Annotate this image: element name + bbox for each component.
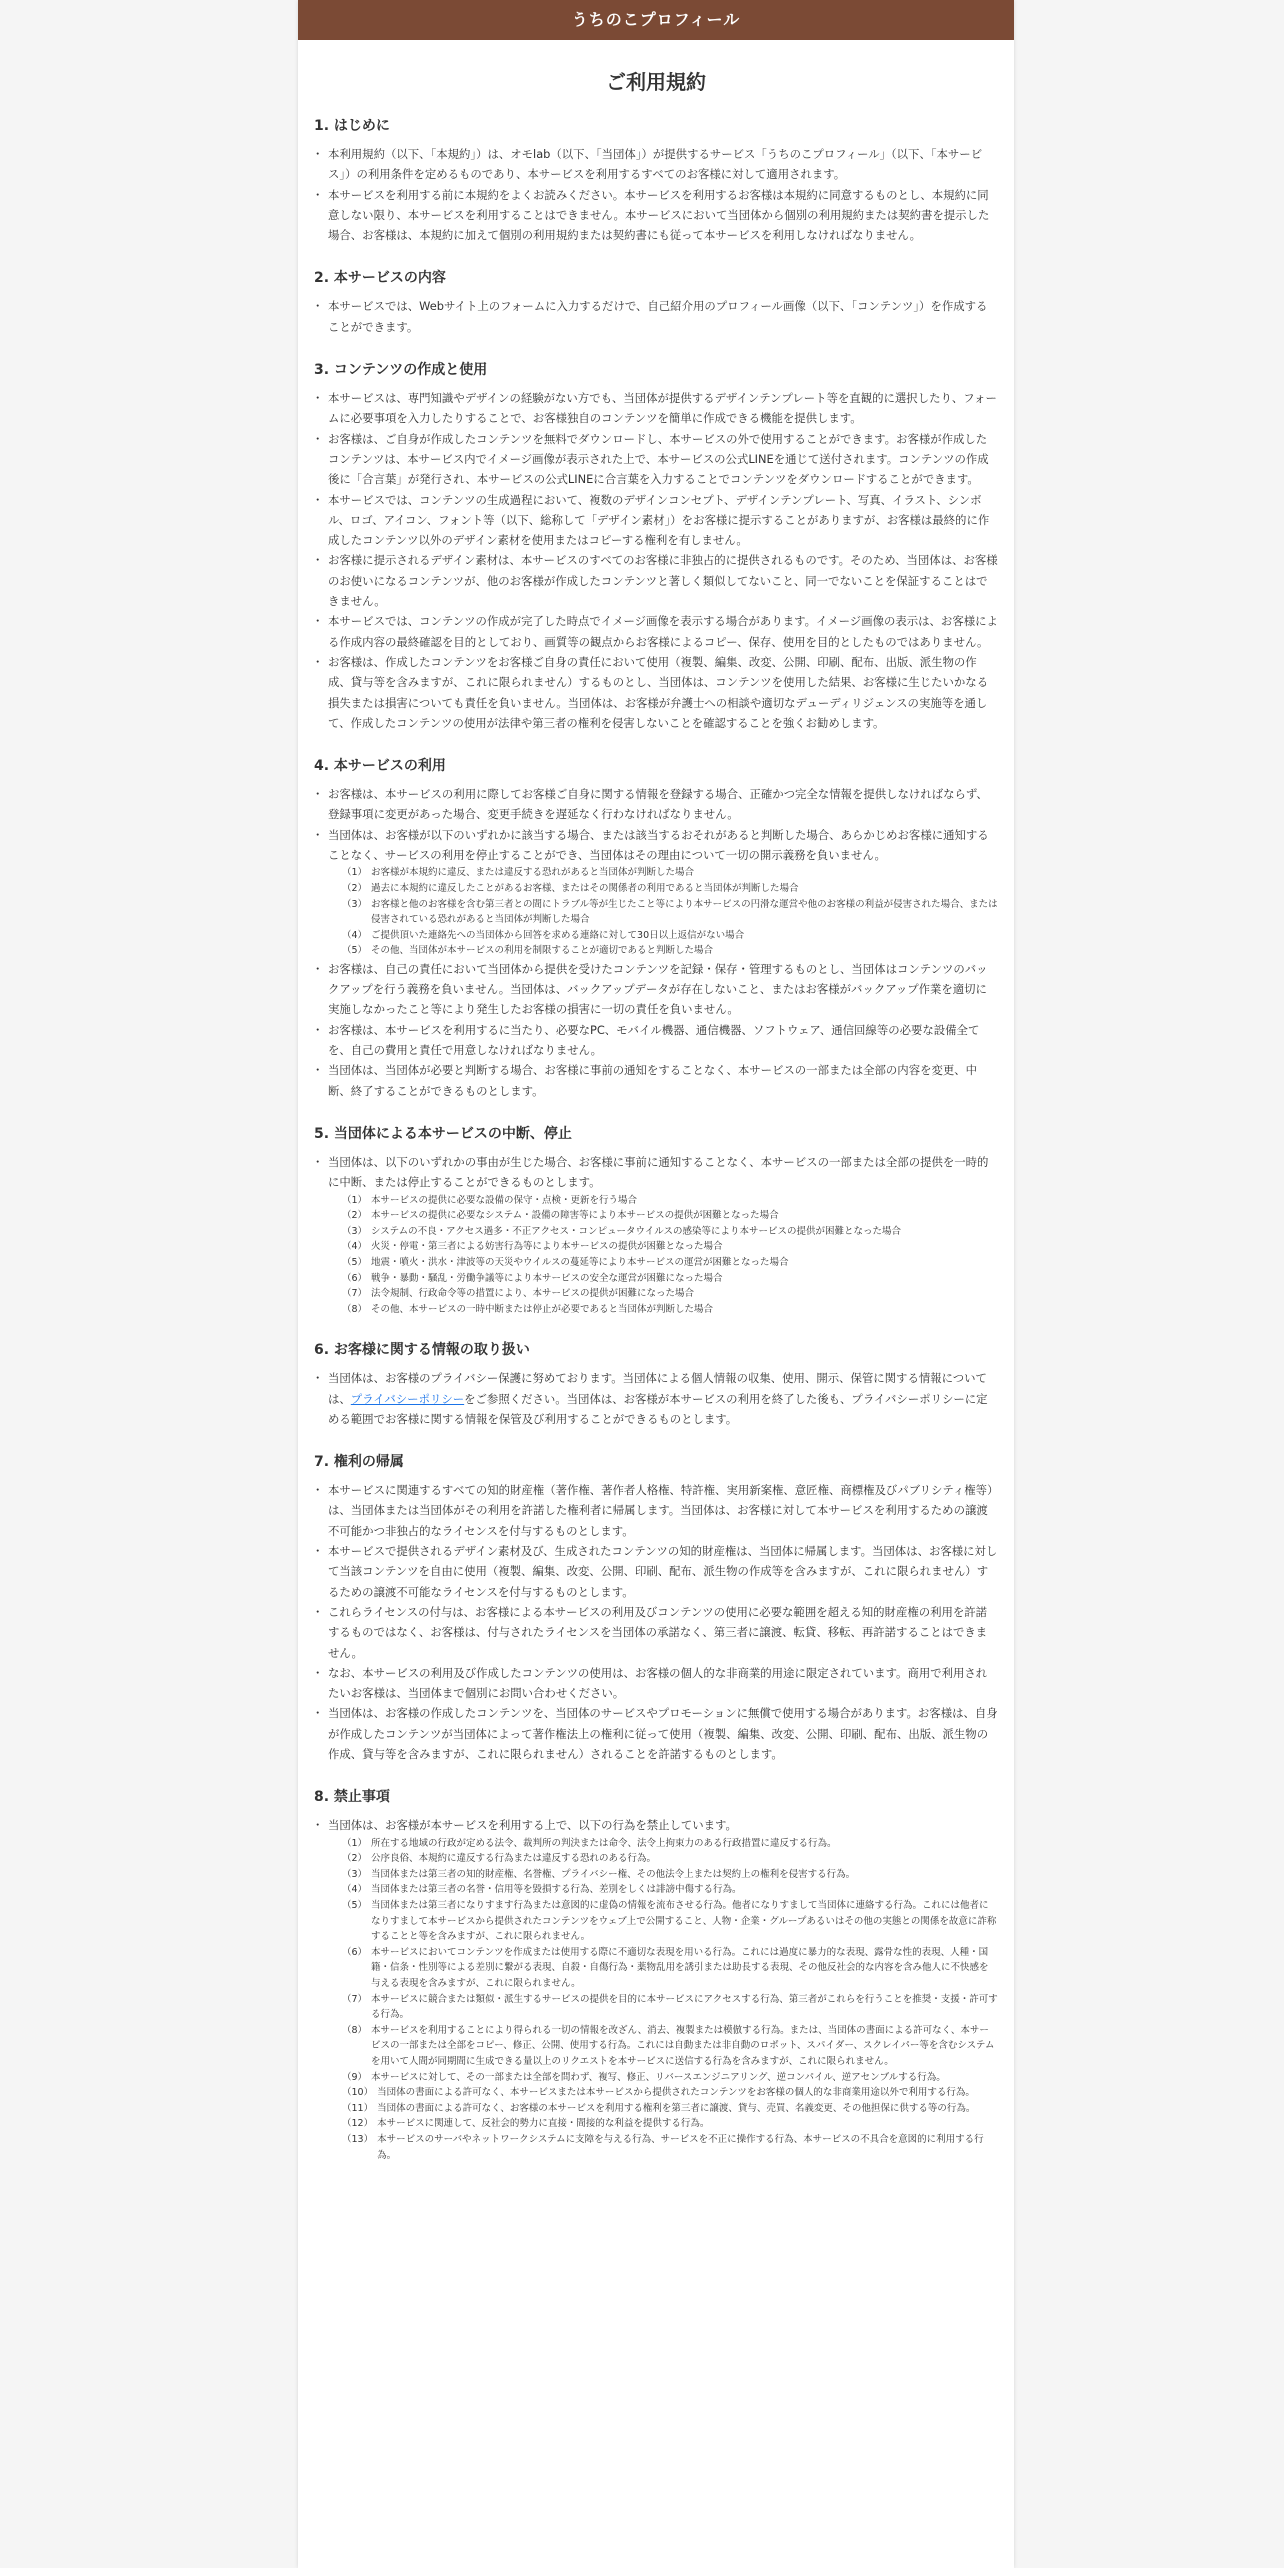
clause-list — [314, 388, 998, 733]
clause-text: 本サービスを利用する前に本規約をよくお読みください。本サービスを利用するお客様は本規約に同意するものとし、本規約に同意しない限り、本サービスを利用することはできません。本サービスにおいて当団体から個別の利用規約または契約書を提示した場合、お客様は、本規約に加えて個別の利用規約または契約書にも従って本サービスを利用しなければなりません。 — [328, 187, 990, 243]
clause-item — [314, 1602, 998, 1663]
clause-text: これらライセンスの付与は、お客様による本サービスの利用及びコンテンツの使用に必要な範囲を超える知的財産権の利用を許諾するものではなく、お客様は、付与されたライセンスを当団体の承諾なく、第三者に譲渡、転貸、移転、再許諾することはできません。 — [328, 1604, 988, 1660]
section-heading: 7. 権利の帰属 — [314, 1454, 404, 1471]
clause-item — [314, 1703, 998, 1764]
sub-clause-number: （5） — [342, 1900, 368, 1912]
sub-clause-text: ご提供頂いた連絡先への当団体から回答を求める連絡に対して30日以上返信がない場合 — [371, 929, 745, 941]
clause-item — [314, 611, 998, 652]
sub-clause-text: 本サービスの提供に必要なシステム・設備の障害等により本サービスの提供が困難となった場合 — [371, 1210, 779, 1222]
page-title: ご利用規約 — [606, 70, 706, 94]
clause-item — [314, 784, 998, 825]
sub-clause-number: （8） — [342, 2024, 368, 2036]
sub-clause-text: 火災・停電・第三者による妨害行為等により本サービスの提供が困難となった場合 — [371, 1241, 723, 1253]
sub-clause-text: 本サービスの提供に必要な設備の保守・点検・更新を行う場合 — [371, 1194, 638, 1206]
sub-clause-list — [328, 1193, 998, 1318]
sub-clause-text: 過去に本規約に違反したことがあるお客様、またはその関係者の利用であると当団体が判断した場合 — [371, 882, 799, 894]
clause-item — [314, 296, 998, 337]
clause-item — [314, 388, 998, 429]
sub-clause-item — [342, 865, 998, 881]
clause-list — [314, 1480, 998, 1764]
clause-list — [314, 296, 998, 337]
sub-clause-item — [342, 1882, 998, 1898]
terms-section — [314, 115, 998, 245]
terms-section — [314, 1123, 998, 1317]
sub-clause-number: （2） — [342, 882, 368, 894]
sub-clause-item — [342, 2070, 998, 2086]
clause-item — [314, 490, 998, 551]
sub-clause-number: （4） — [342, 929, 368, 941]
sub-clause-item — [342, 1945, 998, 1992]
clause-text: お客様は、本サービスの利用に際してお客様ご自身に関する情報を登録する場合、正確かつ完全な情報を提供しなければならず、登録事項に変更があった場合、変更手続きを遅延なく行わなければなりません。 — [328, 787, 988, 822]
sub-clause-number: （6） — [342, 1272, 368, 1284]
sub-clause-number: （8） — [342, 1303, 368, 1315]
sub-clause-number: （1） — [342, 867, 368, 879]
sub-clause-text: 当団体の書面による許可なく、本サービスまたは本サービスから提供されたコンテンツをお客様の個人的な非商業用途以外で利用する行為。 — [377, 2087, 975, 2099]
sub-clause-number: （3） — [342, 898, 368, 910]
clause-item — [314, 1480, 998, 1541]
section-heading: 1. はじめに — [314, 118, 390, 134]
clause-item — [314, 429, 998, 490]
sub-clause-item — [342, 1286, 998, 1302]
clause-item — [314, 1020, 998, 1061]
clause-item — [314, 652, 998, 733]
clause-item — [314, 825, 998, 959]
sub-clause-text: 本サービスにおいてコンテンツを作成または使用する際に不適切な表現を用いる行為。これには過度に暴力的な表現、露骨な性的表現、人種・国籍・信条・性別等による差別に繋がる表現、自殺・自傷行為・薬物乱用を誘引または助長する表現、その他反社会的な内容を含み他人に不快感を与える表現を含みますが、これに限られません。 — [371, 1946, 989, 1989]
sub-clause-text: 本サービスを利用することにより得られる一切の情報を改ざん、消去、複製または模倣する行為。または、当団体の書面による許可なく、本サービスの一部または全部をコピー、修正、公開、使用する行為。これには自動または非自動のロボット、スパイダー、スクレイパー等を含むシステムを用いて人間が同期間に生成できる量以上のリクエストを本サービスに送信する行為を含みますが、これに限られません。 — [371, 2024, 995, 2067]
clause-text: なお、本サービスの利用及び作成したコンテンツの使用は、お客様の個人的な非商業的用途に限定されています。商用で利用されたいお客様は、当団体まで個別にお問い合わせください。 — [328, 1665, 988, 1701]
terms-sections — [314, 115, 998, 2163]
sub-clause-text: 当団体または第三者の知的財産権、名誉権、プライバシー権、その他法令上または契約上の権利を侵害する行為。 — [371, 1868, 856, 1880]
sub-clause-number: （1） — [342, 1194, 368, 1206]
clause-item — [314, 959, 998, 1020]
clause-text: お客様に提示されるデザイン素材は、本サービスのすべてのお客様に非独占的に提供されるものです。そのため、当団体は、お客様のお使いになるコンテンツが、他のお客様が作成したコンテンツと著しく類似してないこと、同一でないことを保証することはできません。 — [328, 553, 998, 609]
sub-clause-item — [342, 2101, 998, 2117]
terms-content — [298, 66, 1014, 2163]
clause-item — [314, 1060, 998, 1101]
sub-clause-item — [342, 1898, 998, 1945]
clause-item — [314, 185, 998, 246]
sub-clause-number: （4） — [342, 1241, 368, 1253]
sub-clause-item — [342, 1224, 998, 1240]
sub-clause-number: （11） — [342, 2102, 374, 2114]
sub-clause-number: （12） — [342, 2118, 374, 2130]
sub-clause-text: お客様と他のお客様を含む第三者との間にトラブル等が生じたこと等により本サービスの円滑な運営や他のお客様の利益が侵害された場合、または侵害されている恐れがあると当団体が判断した場合 — [371, 898, 998, 926]
sub-clause-item — [342, 1836, 998, 1852]
sub-clause-text: 地震・噴火・洪水・津波等の天災やウイルスの蔓延等により本サービスの運営が困難となった場合 — [371, 1256, 789, 1268]
sub-clause-text: 公序良俗、本規約に違反する行為または違反する恐れのある行為。 — [371, 1853, 657, 1865]
sub-clause-text: その他、当団体が本サービスの利用を制限することが適切であると判断した場合 — [371, 945, 714, 957]
sub-clause-number: （1） — [342, 1837, 368, 1849]
clause-item — [314, 1368, 998, 1429]
section-heading: 8. 禁止事項 — [314, 1789, 390, 1806]
sub-clause-item — [342, 1193, 998, 1209]
clause-text: 当団体は、お客様のプライバシー保護に努めております。当団体による個人情報の収集、使用、開示、保管に関する情報については、 — [328, 1371, 987, 1406]
sub-clause-text: お客様が本規約に違反、または違反する恐れがあると当団体が判断した場合 — [371, 867, 695, 879]
clause-text: 本サービスでは、Webサイト上のフォームに入力するだけで、自己紹介用のプロフィール画像（以下、「コンテンツ」）を作成することができます。 — [328, 299, 988, 334]
clause-text: お客様は、作成したコンテンツをお客様ご自身の責任において使用（複製、編集、改変、公開、印刷、配布、出版、派生物の作成、貸与等を含みますが、これに限られません）するものとし、当団体は、コンテンツを使用した結果、お客様に生じたいかなる損失または損害についても責任を負いません。当団体は、お客様が弁護士への相談や適切なデューディリジェンスの実施等を通して、作成したコンテンツの使用が法律や第三者の権利を侵害しないことを確認することを強くお勧めします。 — [328, 654, 989, 730]
sub-clause-item — [342, 881, 998, 897]
section-heading: 3. コンテンツの作成と使用 — [314, 362, 488, 379]
terms-section — [314, 1451, 998, 1764]
clause-list — [314, 1152, 998, 1317]
sub-clause-number: （4） — [342, 1884, 368, 1896]
clause-item — [314, 1152, 998, 1317]
sub-clause-text: システムの不良・アクセス過多・不正アクセス・コンピュータウイルスの感染等により本サービスの提供が困難となった場合 — [371, 1225, 901, 1237]
sub-clause-text: 本サービスに関連して、反社会的勢力に直接・間接的な利益を提供する行為。 — [377, 2118, 710, 2130]
clause-text: 本利用規約（以下、「本規約」）は、オモlab（以下、「当団体」）が提供するサービス「うちのこプロフィール」（以下、「本サービス」）の利用条件を定めるものであり、本サービスを利用するすべてのお客様に対して適用されます。 — [328, 147, 983, 182]
privacy-policy-link[interactable]: プライバシーポリシー — [350, 1391, 465, 1406]
clause-text: 本サービスで提供されるデザイン素材及び、生成されたコンテンツの知的財産権は、当団体に帰属します。当団体は、お客様に対して当該コンテンツを自由に使用（複製、編集、改変、公開、印刷、配布、派生物の作成等を含みますが、これに限られません）するための譲渡不可能なライセンスを付与するものとします。 — [328, 1544, 998, 1599]
sub-clause-item — [342, 943, 998, 959]
page — [298, 0, 1014, 2568]
sub-clause-item — [342, 1208, 998, 1224]
sub-clause-item — [342, 1851, 998, 1867]
sub-clause-item — [342, 2116, 998, 2132]
sub-clause-number: （7） — [342, 1993, 368, 2005]
clause-text: 本サービスは、専門知識やデザインの経験がない方でも、当団体が提供するデザインテンプレート等を直観的に選択したり、フォームに必要事項を入力したりすることで、お客様独自のコンテンツを簡単に作成できる機能を提供します。 — [328, 391, 997, 426]
clause-text: 当団体は、お客様が本サービスを利用する上で、以下の行為を禁止しています。 — [328, 1818, 737, 1833]
sub-clause-number: （13） — [342, 2133, 374, 2145]
sub-clause-number: （3） — [342, 1868, 368, 1880]
clause-text: をご参照ください。当団体は、お客様が本サービスの利用を終了した後も、プライバシーポリシーに定める範囲でお客様に関する情報を保管及び利用することができるものとします。 — [328, 1391, 988, 1426]
sub-clause-item — [342, 2085, 998, 2101]
sub-clause-number: （7） — [342, 1288, 368, 1300]
sub-clause-item — [342, 2023, 998, 2070]
terms-section — [314, 755, 998, 1101]
sub-clause-list — [328, 1836, 998, 2163]
clause-text: 当団体は、お客様の作成したコンテンツを、当団体のサービスやプロモーションに無償で使用する場合があります。お客様は、自身が作成したコンテンツが当団体によって著作権法上の権利に従って使用（複製、編集、改変、公開、印刷、配布、出版、派生物の作成、貸与等を含みますが、これに限られません）されることを許諾するものとします。 — [328, 1706, 998, 1762]
app-header — [298, 0, 1014, 40]
terms-section — [314, 1786, 998, 2163]
clause-text: 当団体は、以下のいずれかの事由が生じた場合、お客様に事前に通知することなく、本サービスの一部または全部の提供を一時的に中断、または停止することができるものとします。 — [328, 1154, 989, 1190]
sub-clause-text: 本サービスに対して、その一部または全部を問わず、複写、修正、リバースエンジニアリング、逆コンパイル、逆アセンブルする行為。 — [371, 2071, 946, 2083]
sub-clause-item — [342, 1867, 998, 1883]
clause-text: 当団体は、お客様が以下のいずれかに該当する場合、または該当するおそれがあると判断した場合、あらかじめお客様に通知することなく、サービスの利用を停止することができ、当団体はその理由について一切の開示義務を負いません。 — [328, 827, 989, 863]
clause-list — [314, 784, 998, 1101]
section-heading: 6. お客様に関する情報の取り扱い — [314, 1342, 530, 1359]
sub-clause-text: 本サービスのサーバやネットワークシステムに支障を与える行為、サービスを不正に操作する行為、本サービスの不具合を意図的に利用する行為。 — [377, 2133, 984, 2161]
sub-clause-number: （9） — [342, 2071, 368, 2083]
sub-clause-number: （3） — [342, 1225, 368, 1237]
clause-text: お客様は、本サービスを利用するに当たり、必要なPC、モバイル機器、通信機器、ソフトウェア、通信回線等の必要な設備全てを、自己の費用と責任で用意しなければなりません。 — [328, 1022, 980, 1058]
sub-clause-item — [342, 1255, 998, 1271]
sub-clause-text: 当団体または第三者の名誉・信用等を毀損する行為、差別をしくは誹謗中傷する行為。 — [371, 1884, 742, 1896]
sub-clause-text: 戦争・暴動・騒乱・労働争議等により本サービスの安全な運営が困難になった場合 — [371, 1272, 723, 1284]
sub-clause-text: その他、本サービスの一時中断または停止が必要であると当団体が判断した場合 — [371, 1303, 714, 1315]
clause-text: 本サービスに関連するすべての知的財産権（著作権、著作者人格権、特許権、実用新案権、意匠権、商標権及びパブリシティ権等）は、当団体または当団体がその利用を許諾した権利者に帰属します。当団体は、お客様に対して本サービスを利用するための譲渡不可能かつ非独占的なライセンスを付与するものとします。 — [328, 1483, 993, 1538]
sub-clause-item — [342, 1239, 998, 1255]
clause-list — [314, 144, 998, 245]
terms-section — [314, 359, 998, 733]
clause-text: お客様は、ご自身が作成したコンテンツを無料でダウンロードし、本サービスの外で使用することができます。お客様が作成したコンテンツは、本サービス内でイメージ画像が表示された上で、本サービスの公式LINEを通じて送付されます。コンテンツの作成後に「合言葉」が発行され、本サービスの公式LINEに合言葉を入力することでコンテンツをダウンロードすることができます。 — [328, 431, 989, 487]
clause-item — [314, 1663, 998, 1704]
clause-item — [314, 144, 998, 185]
clause-item — [314, 1815, 998, 2163]
sub-clause-item — [342, 2132, 998, 2163]
sub-clause-item — [342, 928, 998, 944]
sub-clause-number: （2） — [342, 1210, 368, 1222]
sub-clause-text: 本サービスに競合または類似・派生するサービスの提供を目的に本サービスにアクセスする行為、第三者がこれらを行うことを推奨・支援・許可する行為。 — [371, 1993, 998, 2021]
sub-clause-item — [342, 1302, 998, 1318]
clause-text: 本サービスでは、コンテンツの生成過程において、複数のデザインコンセプト、デザインテンプレート、写真、イラスト、シンボル、ロゴ、アイコン、フォント等（以下、総称して「デザイン素材」）をお客様に提示することがありますが、お客様は最終的に作成したコンテンツ以外のデザイン素材を使用またはコピーする権利を有しません。 — [328, 492, 990, 548]
sub-clause-number: （2） — [342, 1853, 368, 1865]
sub-clause-item — [342, 897, 998, 928]
section-heading: 4. 本サービスの利用 — [314, 758, 446, 775]
app-title: うちのこプロフィール — [571, 10, 741, 29]
terms-section — [314, 1339, 998, 1429]
sub-clause-text: 当団体の書面による許可なく、お客様の本サービスを利用する権利を第三者に譲渡、貸与、売買、名義変更、その他担保に供する等の行為。 — [377, 2102, 976, 2114]
sub-clause-text: 法令規制、行政命令等の措置により、本サービスの提供が困難になった場合 — [371, 1288, 695, 1300]
clause-item — [314, 1541, 998, 1602]
terms-section — [314, 267, 998, 337]
section-heading: 5. 当団体による本サービスの中断、停止 — [314, 1125, 572, 1142]
clause-text: 当団体は、当団体が必要と判断する場合、お客様に事前の通知をすることなく、本サービスの一部または全部の内容を変更、中断、終了することができるものとします。 — [328, 1063, 978, 1098]
sub-clause-number: （5） — [342, 1256, 368, 1268]
sub-clause-number: （10） — [342, 2087, 374, 2099]
clause-text: お客様は、自己の責任において当団体から提供を受けたコンテンツを記録・保存・管理するものとし、当団体はコンテンツのバックアップを行う義務を負いません。当団体は、バックアップデータが存在しないこと、またはお客様がバックアップ作業を適切に実施しなかったこと等により発生したお客様の損害に一切の責任を負いません。 — [328, 961, 988, 1017]
sub-clause-item — [342, 1271, 998, 1287]
clause-list — [314, 1368, 998, 1429]
clause-item — [314, 550, 998, 611]
clause-text: 本サービスでは、コンテンツの作成が完了した時点でイメージ画像を表示する場合があります。イメージ画像の表示は、お客様による作成内容の最終確認を目的としており、画質等の観点からお客様によるコピー、保存、使用を目的としたものではありません。 — [328, 614, 998, 649]
sub-clause-number: （6） — [342, 1946, 368, 1958]
clause-list — [314, 1815, 998, 2163]
sub-clause-number: （5） — [342, 945, 368, 957]
sub-clause-item — [342, 1992, 998, 2023]
section-heading: 2. 本サービスの内容 — [314, 270, 446, 287]
sub-clause-text: 当団体または第三者になりすます行為または意図的に虚偽の情報を流布させる行為。他者になりすまして当団体に連絡する行為。これには他者になりすまして本サービスから提供されたコンテンツをウェブ上で公開すること、人物・企業・グループあるいはその他の実態との関係を故意に詐称することと等を含みますが、これに限られません。 — [371, 1900, 997, 1943]
sub-clause-text: 所在する地域の行政が定める法令、裁判所の判決または命令、法令上拘束力のある行政措置に違反する行為。 — [371, 1837, 837, 1849]
sub-clause-list — [328, 865, 998, 959]
